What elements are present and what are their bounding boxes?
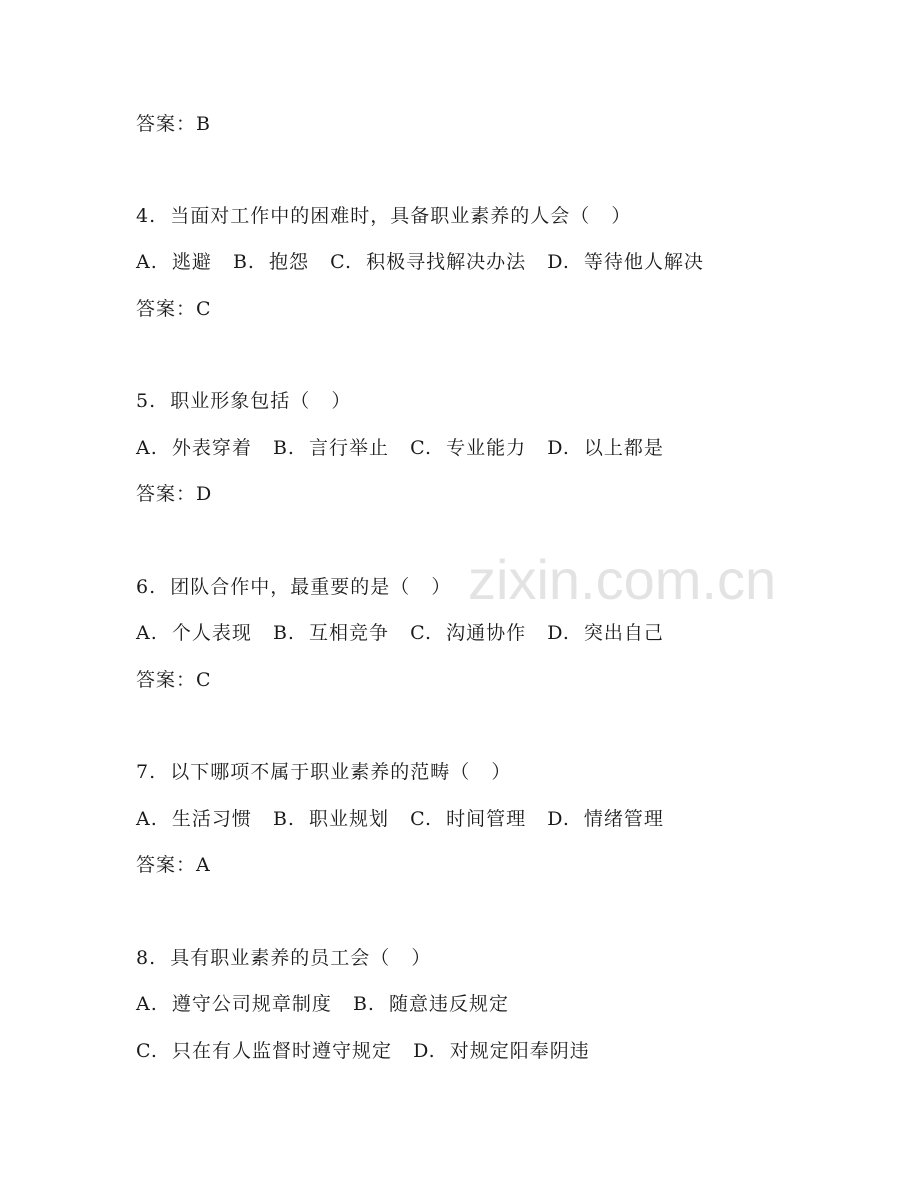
q7-question: 7. 以下哪项不属于职业素养的范畴（ ） — [136, 761, 512, 783]
q7-options: A. 生活习惯 B. 职业规划 C. 时间管理 D. 情绪管理 — [136, 808, 664, 830]
q8-options-line1: A. 遵守公司规章制度 B. 随意违反规定 — [136, 993, 510, 1015]
q8-question: 8. 具有职业素养的员工会（ ） — [136, 947, 432, 969]
q5-options: A. 外表穿着 B. 言行举止 C. 专业能力 D. 以上都是 — [136, 437, 664, 459]
q4-options: A. 逃避 B. 抱怨 C. 积极寻找解决办法 D. 等待他人解决 — [136, 251, 704, 273]
q5-answer: 答案：D — [136, 483, 213, 505]
q4-question: 4. 当面对工作中的困难时，具备职业素养的人会（ ） — [136, 205, 632, 227]
q7-answer: 答案：A — [136, 854, 211, 876]
q8-options-line2: C. 只在有人监督时遵守规定 D. 对规定阳奉阴违 — [136, 1040, 590, 1062]
watermark: zixin.com.cn — [468, 548, 777, 611]
q6-answer: 答案：C — [136, 669, 212, 691]
q6-options: A. 个人表现 B. 互相竞争 C. 沟通协作 D. 突出自己 — [136, 622, 664, 644]
q4-answer: 答案：C — [136, 298, 212, 320]
q6-question: 6. 团队合作中，最重要的是（ ） — [136, 576, 452, 598]
q3-answer: 答案：B — [136, 113, 211, 135]
q5-question: 5. 职业形象包括（ ） — [136, 390, 352, 412]
